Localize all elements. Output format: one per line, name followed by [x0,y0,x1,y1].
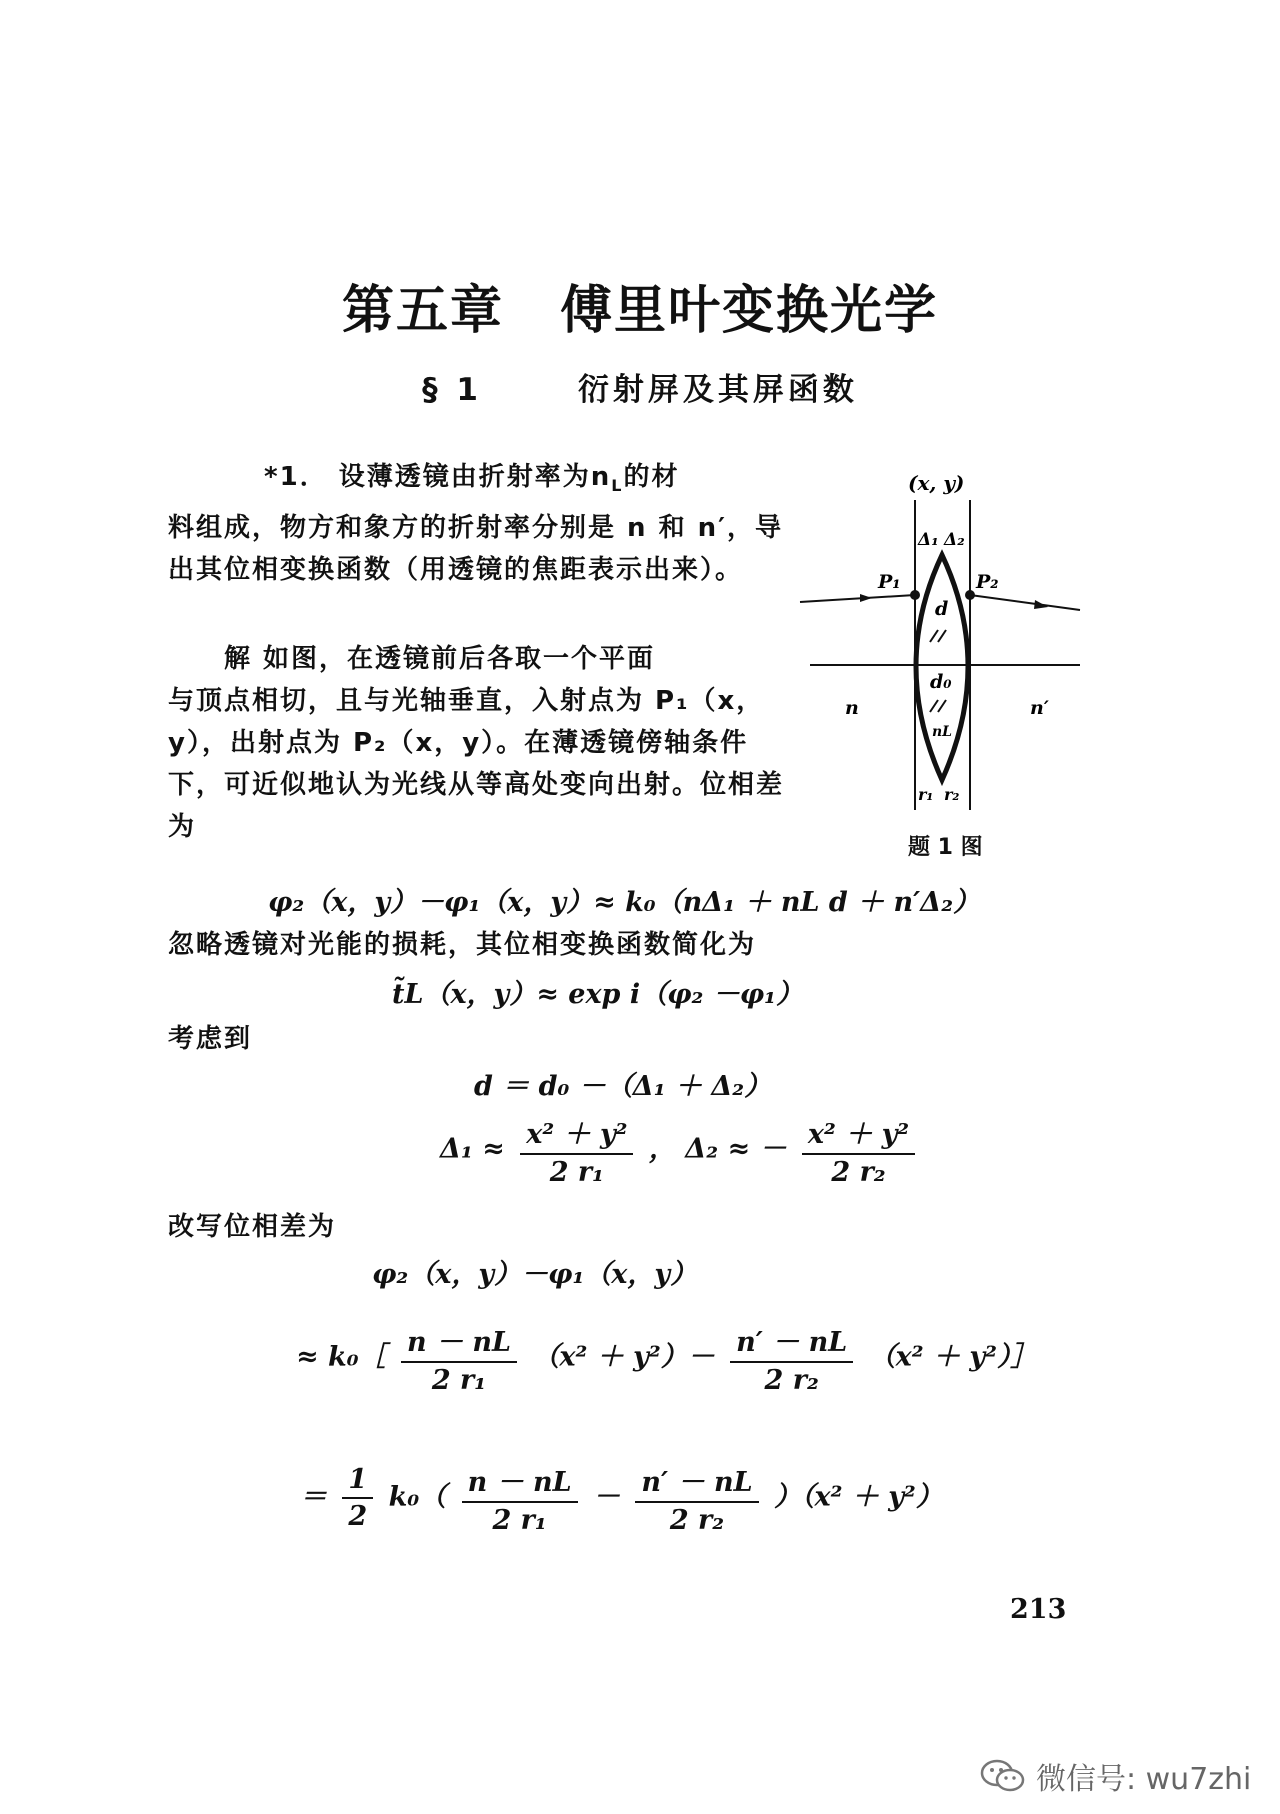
section-name: 衍射屏及其屏函数 [577,372,858,408]
exit-ray [970,595,1080,610]
fig-p2: P₂ [976,571,999,593]
equation-phase-expanded [296,1320,1037,1396]
fig-r2: r₂ [944,785,960,804]
section-number: § 1 [422,372,482,408]
p1-dot [910,590,920,600]
fraction-denominator: 2 [348,1501,368,1532]
eq4-separator: ， [648,1133,676,1165]
fraction-denominator: 2 r₂ [831,1157,886,1188]
fig-p1: P₁ [878,571,901,593]
fraction [520,1112,633,1188]
chapter-title [0,268,1280,343]
equation-transmission: t̃L（x，y）≈ exp i（φ₂ －φ₁） [392,979,803,1010]
eq7-prefix: ＝ [300,1481,327,1513]
hatch-mark [938,700,946,712]
wechat-icon [980,1759,1026,1793]
fraction-denominator: 2 r₁ [431,1365,487,1396]
section-title [0,364,1280,409]
fig-d0: d₀ [930,671,952,693]
hatch-mark [938,630,946,642]
fig-n-prime: n′ [1030,697,1049,719]
incident-ray [800,595,915,602]
solution-text [168,638,788,848]
equation-phase-lhs: φ₂（x，y）－φ₁（x，y） [372,1259,698,1290]
fraction-numerator: n′ － nL [635,1460,758,1503]
lens-shape [916,555,968,780]
fraction [730,1320,853,1396]
text-ignore-loss: 忽略透镜对光能的损耗，其位相变换函数简化为 [168,930,757,960]
text-rewrite: 改写位相差为 [168,1212,337,1242]
fraction-denominator: 2 r₁ [492,1505,547,1536]
page-number: 213 [1010,1594,1067,1625]
p2-dot [965,590,975,600]
eq4-left: Δ₁ ≈ [440,1133,505,1165]
fraction-numerator: x² ＋ y² [802,1112,915,1155]
fig-d: d [935,598,949,620]
fraction-half [342,1464,373,1532]
fraction-denominator: 2 r₁ [549,1157,604,1188]
eq7-suffix: ）（x² ＋ y²） [774,1481,943,1513]
fraction-numerator: x² ＋ y² [520,1112,633,1155]
fig-delta1: Δ₁ [918,530,939,550]
figure-caption: 题 1 图 [908,835,983,860]
hatch-mark [930,700,938,712]
chapter-name: 傅里叶变换光学 [560,281,939,341]
problem-lead: *1． 设薄透镜由折射率为n [264,462,612,492]
fig-n: n [845,697,859,719]
fraction [635,1460,758,1536]
problem-body: 料组成，物方和象方的折射率分别是 n 和 n′，导出其位相变换函数（用透镜的焦距表示出来）。 [168,513,784,586]
fraction-denominator: 2 r₂ [764,1365,819,1396]
fig-nl: nL [932,724,953,740]
eq6-prefix: ≈ k₀［ [296,1341,386,1373]
problem-lead-sub: L [611,476,624,496]
fig-r1: r₁ [918,785,934,804]
fraction-numerator: 1 [342,1464,373,1499]
lens-figure [780,470,1100,820]
equation-phase-difference: φ₂（x，y）－φ₁（x，y）≈ k₀（nΔ₁ ＋ nL d ＋ n′Δ₂） [268,887,981,918]
solution-lead: 解 如图，在透镜前后各取一个平面 [224,644,656,674]
eq7-minus: － [593,1481,621,1513]
equation-thickness: d ＝ d₀ －（Δ₁ ＋ Δ₂） [474,1071,772,1102]
fraction [462,1460,578,1536]
eq7-k: k₀（ [388,1481,447,1513]
equation-phase-simplified [300,1460,943,1536]
fig-delta2: Δ₂ [944,530,965,550]
solution-body: 与顶点相切，且与光轴垂直，入射点为 P₁（x，y），出射点为 P₂（x，y）。在薄透镜傍轴条件下，可近似地认为光线从等高处变向出射。位相差为 [168,686,785,842]
fraction-numerator: n － nL [462,1460,578,1503]
ray-arrow-left [860,594,872,602]
eq6-mid: （x² ＋ y²）－ [532,1341,715,1373]
text-consider: 考虑到 [168,1024,253,1054]
eq4-mid: Δ₂ ≈ － [685,1133,787,1165]
fraction-numerator: n － nL [401,1320,517,1363]
fraction [802,1112,915,1188]
fraction-numerator: n′ － nL [730,1320,853,1363]
eq6-suffix: （x² ＋ y²）］ [868,1341,1038,1373]
watermark [980,1754,1251,1798]
fraction-denominator: 2 r₂ [669,1505,725,1536]
chapter-number: 第五章 [341,281,504,341]
watermark-text: 微信号: wu7zhi [1036,1762,1252,1797]
hatch-mark [930,630,938,642]
equation-deltas [440,1112,921,1188]
problem-statement [168,456,788,591]
fig-point-label: (x, y) [908,471,965,495]
problem-lead-tail: 的材 [623,462,680,492]
fraction [401,1320,517,1396]
